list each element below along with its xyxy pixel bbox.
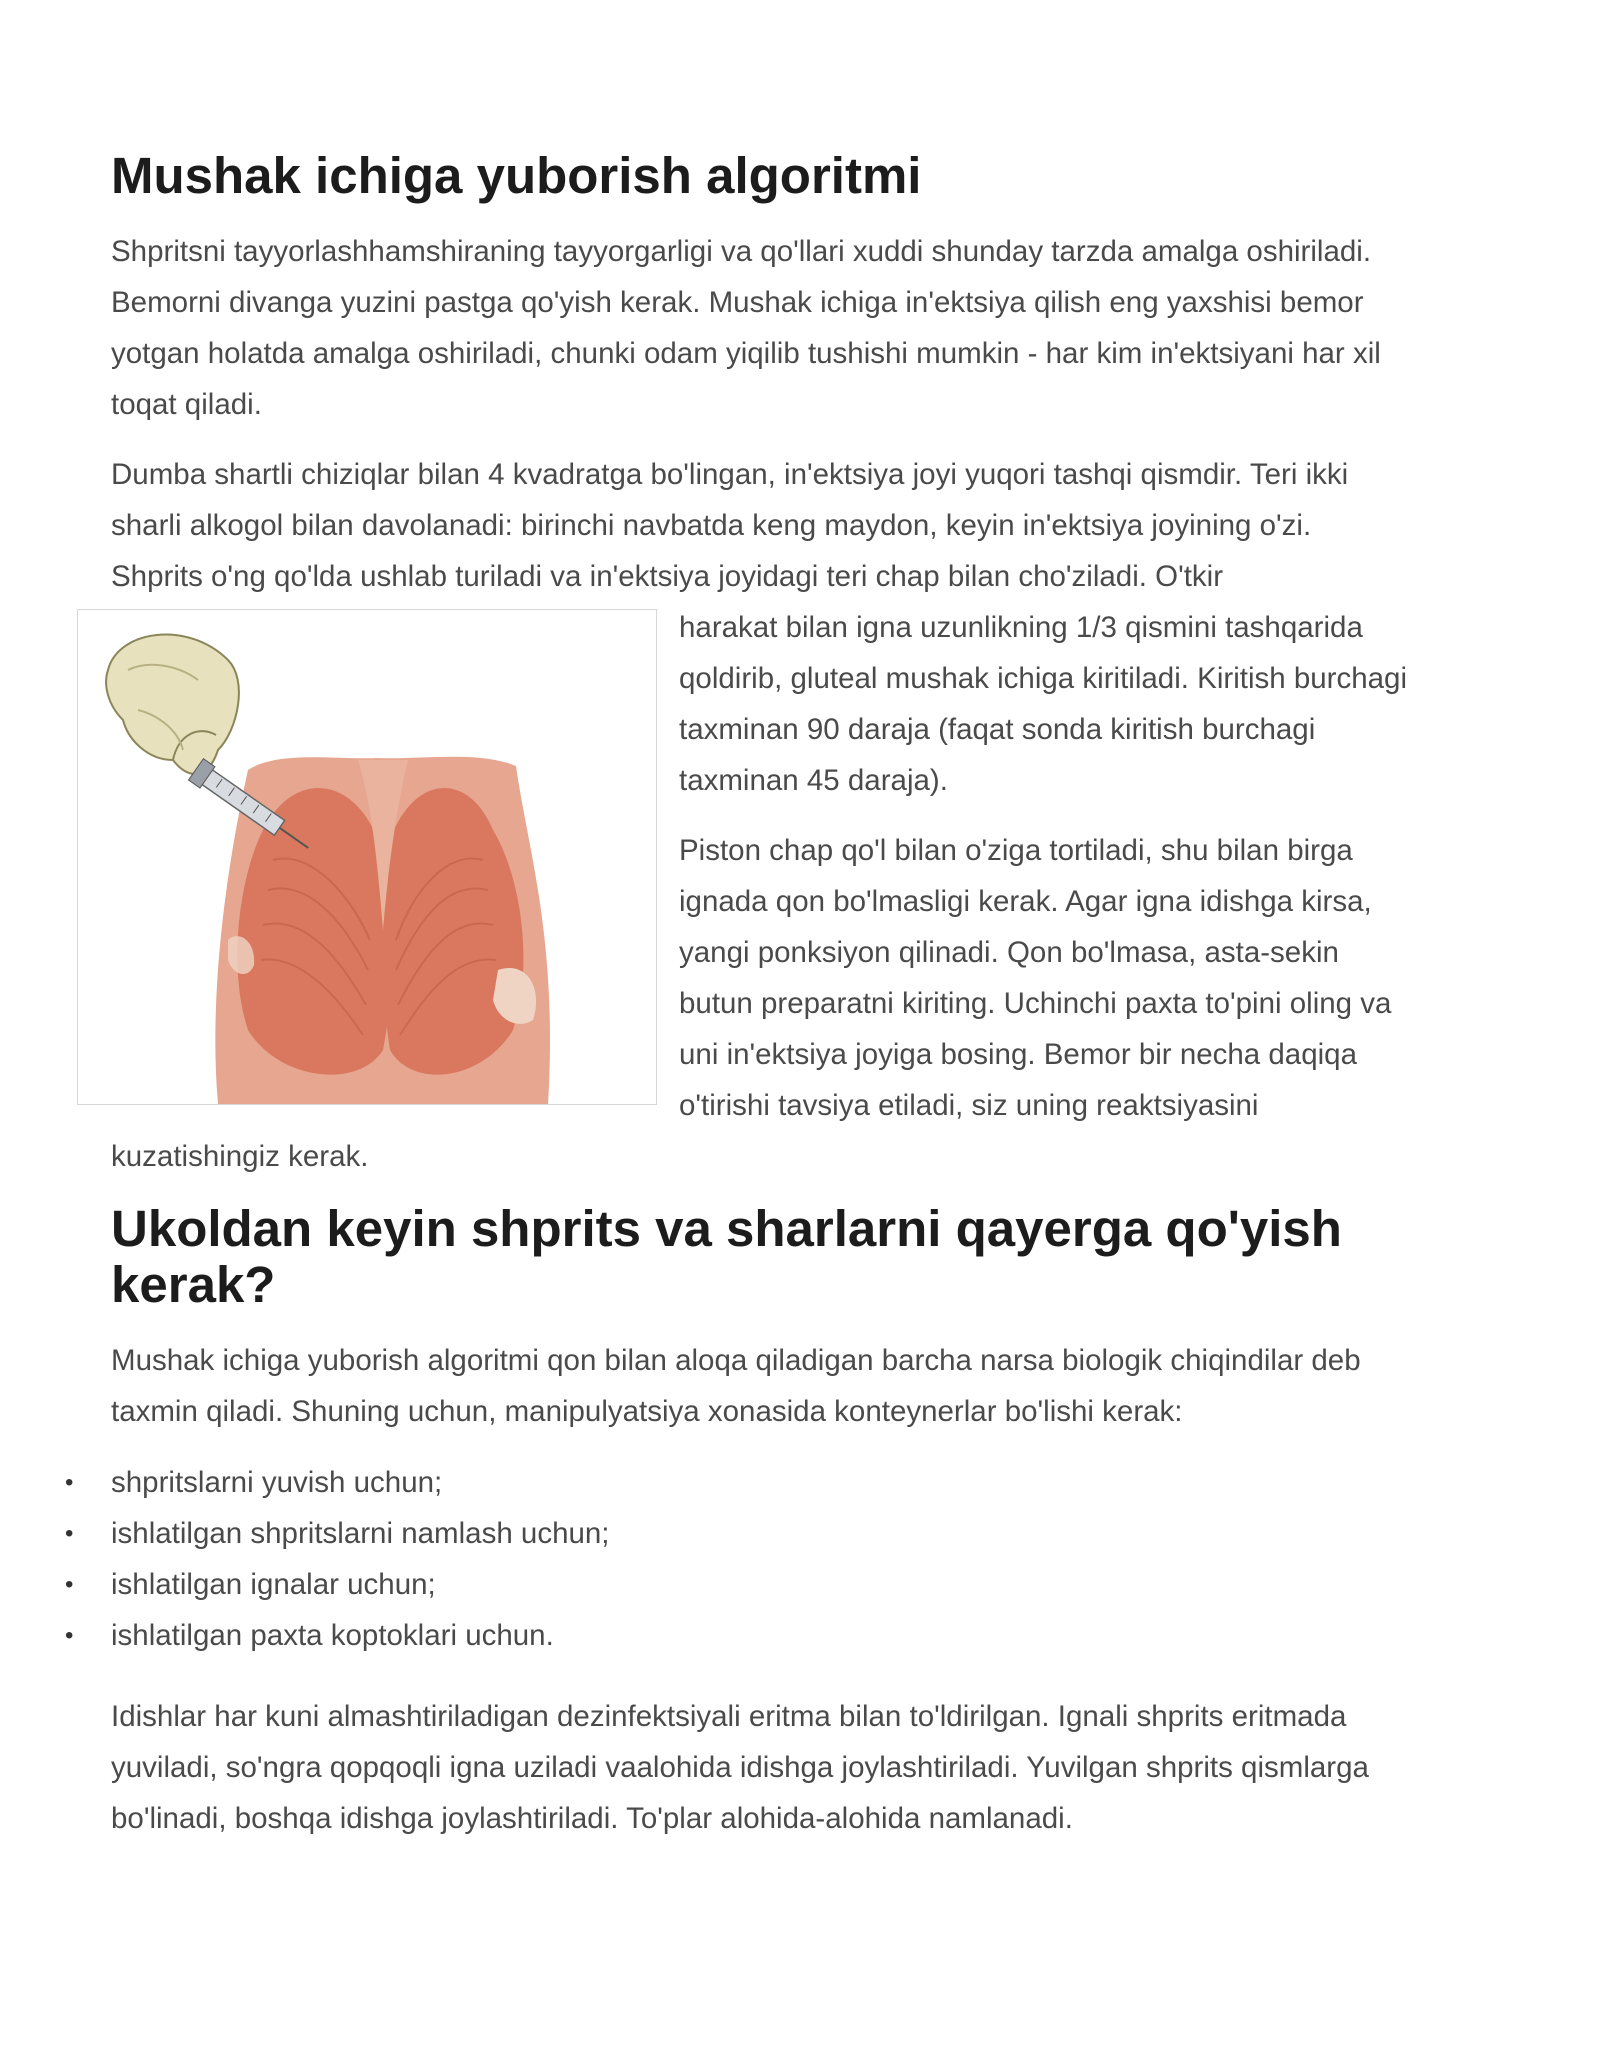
section-heading-disposal: Ukoldan keyin shprits va sharlarni qayerga qo'yish kerak?	[111, 1200, 1342, 1313]
container-list	[65, 1457, 1411, 1661]
paragraph-piston: Piston chap qo'l bilan o'ziga tortiladi, shu bilan birga ignada qon bo'lmasligi kerak. Agar igna idishga kirsa, yangi ponksiyon qilinadi. Qon bo'lmasa, asta-sekin butun preparatni kiriting. Uchinchi paxta to'pini oling va uni in'ektsiya joyiga bosing. Bemor bir necha daqiqa o'tirishi tavsiya etiladi, siz uning reaktsiyasini kuzatishingiz kerak.	[111, 834, 1392, 1173]
bullet-icon: •	[65, 1622, 74, 1649]
list-item-text: shpritslarni yuvish uchun;	[111, 1466, 443, 1499]
list-item-text: ishlatilgan paxta koptoklari uchun.	[111, 1619, 554, 1652]
article-content	[65, 140, 1411, 1863]
paragraph-injection-site-text: Dumba shartli chiziqlar bilan 4 kvadratga bo'lingan, in'ektsiya joyi yuqori tashqi qismdir. Teri ikki sharli alkogol bilan davolanadi: birinchi navbatda keng maydon, keyin in'ektsiya joyining o'zi. Shprits o'ng qo'lda ushlab turiladi va in'ektsiya joyidagi teri chap bilan cho'ziladi. O'tkir	[111, 458, 1349, 593]
paragraph-disposal-closing: Idishlar har kuni almashtiriladigan dezinfektsiyali eritma bilan to'ldirilgan. Ignali shprits eritmada yuviladi, so'ngra qopqoqli igna uziladi vaalohida idishga joylashtiriladi. Yuvilgan shprits qismlarga bo'linadi, boshqa idishga joylashtiriladi. To'plar alohida-alohida namlanadi.	[111, 1700, 1369, 1835]
text-with-figure	[111, 449, 1411, 1201]
list-item	[65, 1508, 1411, 1559]
list-item-text: ishlatilgan ignalar uchun;	[111, 1568, 436, 1601]
list-item-text: ishlatilgan shpritslarni namlash uchun;	[111, 1517, 610, 1550]
paragraph-disposal-intro: Mushak ichiga yuborish algoritmi qon bilan aloqa qiladigan barcha narsa biologik chiqindilar deb taxmin qiladi. Shuning uchun, manipulyatsiya xonasida konteynerlar bo'lishi kerak:	[111, 1344, 1361, 1428]
paragraph-preparation: Shpritsni tayyorlashhamshiraning tayyorgarligi va qo'llari xuddi shunday tarzda amalga oshiriladi. Bemorni divanga yuzini pastga qo'yish kerak. Mushak ichiga in'ektsiya qilish eng yaxshisi bemor yotgan holatda amalga oshiriladi, chunki odam yiqilib tushishi mumkin - har kim in'ektsiyani har xil toqat qiladi.	[111, 235, 1381, 421]
bullet-icon: •	[65, 1520, 74, 1547]
list-item	[65, 1559, 1411, 1610]
gluteal-injection-illustration-icon	[78, 610, 656, 1104]
bullet-icon: •	[65, 1469, 74, 1496]
list-item	[65, 1457, 1411, 1508]
list-item	[65, 1610, 1411, 1661]
bullet-icon: •	[65, 1571, 74, 1598]
paragraph-injection-site-continued-text: harakat bilan igna uzunlikning 1/3 qismini tashqarida qoldirib, gluteal mushak ichiga kiritiladi. Kiritish burchagi taxminan 90 daraja (faqat sonda kiritish burchagi taxminan 45 daraja).	[679, 611, 1408, 797]
section-heading-algorithm: Mushak ichiga yuborish algoritmi	[111, 147, 922, 204]
paragraph-injection-site	[111, 449, 1401, 602]
injection-illustration	[77, 609, 657, 1105]
